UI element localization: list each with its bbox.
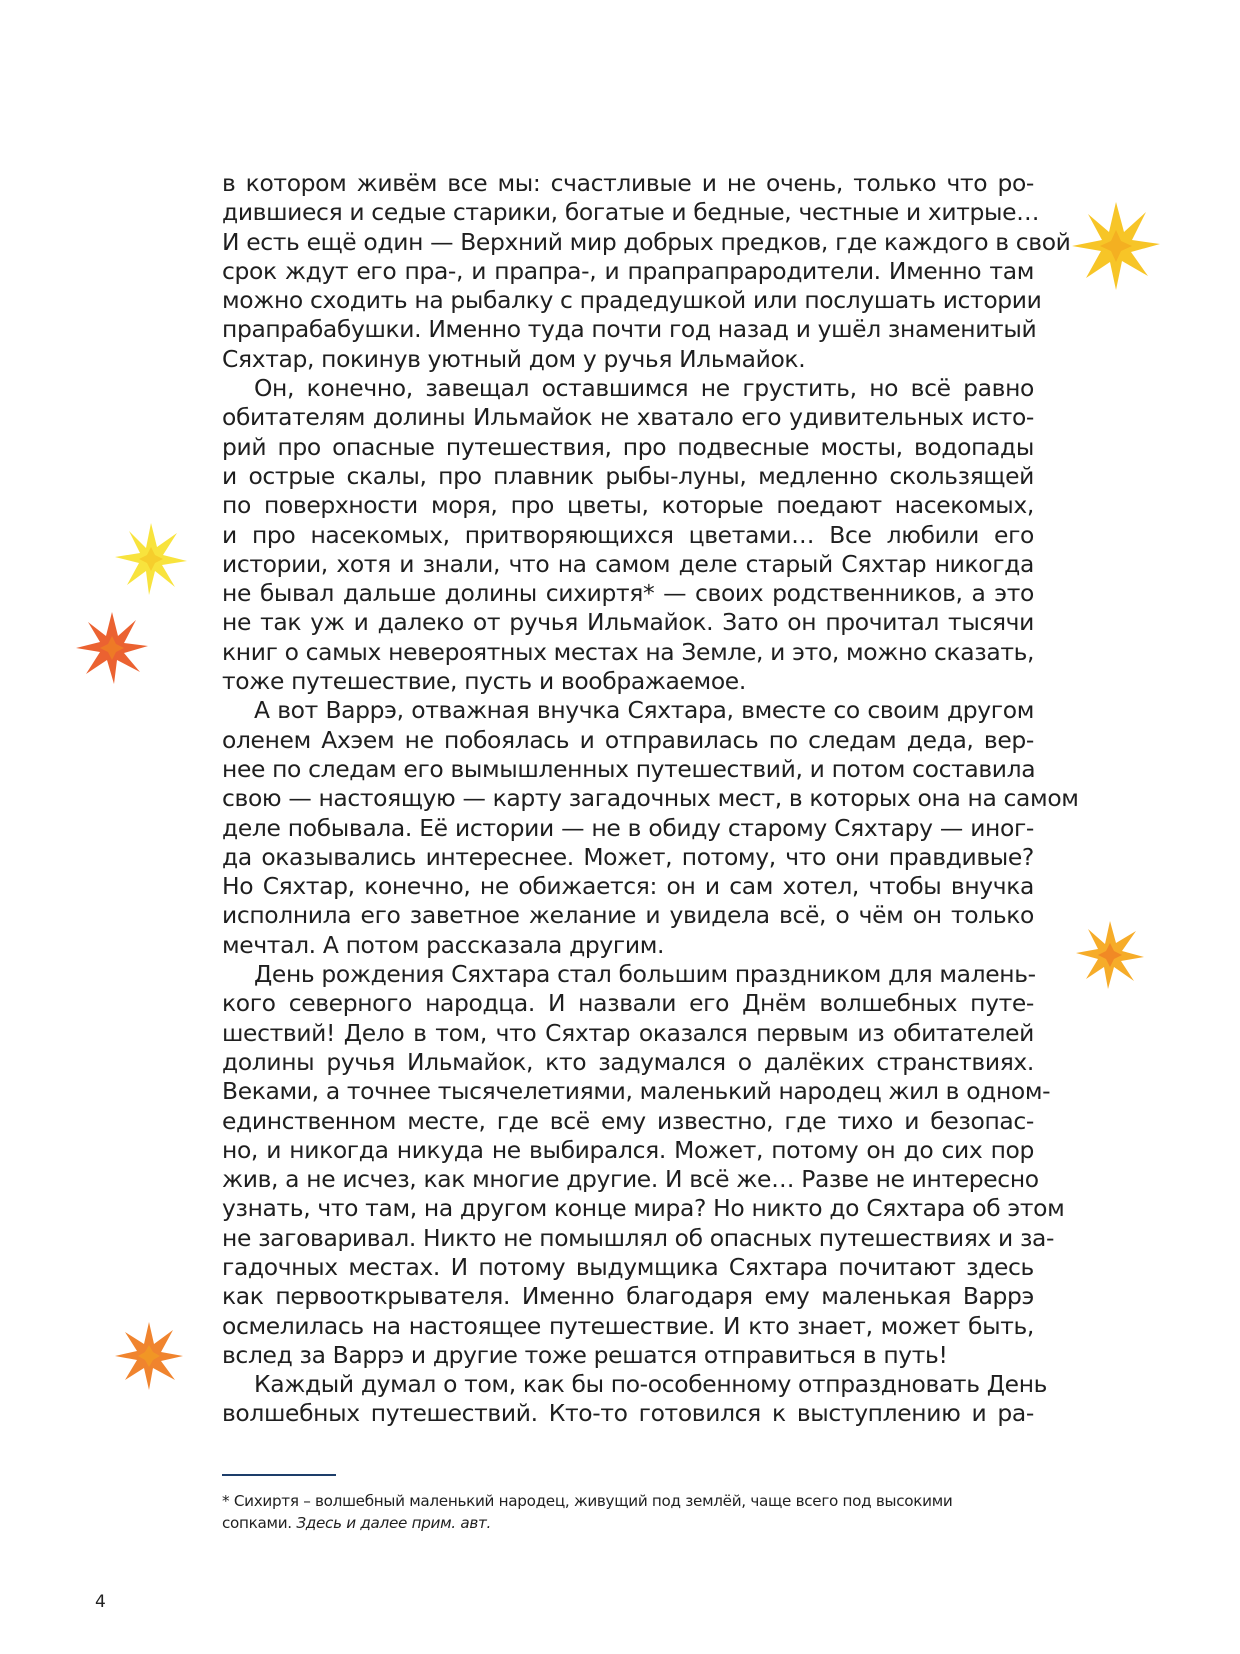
text-line: Но Сяхтар, конечно, не обижается: он и сам хотел, чтобы внучка bbox=[222, 872, 1034, 901]
footnote-line-2-text: сопками. bbox=[222, 1514, 297, 1532]
text-line: исполнила его заветное желание и увидела всё, о чём он только bbox=[222, 901, 1034, 930]
text-line: шествий! Дело в том, что Сяхтар оказался первым из обитателей bbox=[222, 1018, 1034, 1047]
page-number: 4 bbox=[95, 1592, 106, 1612]
text-line: истории, хотя и знали, что на самом деле старый Сяхтар никогда bbox=[222, 549, 1034, 578]
text-line: вслед за Варрэ и другие тоже решатся отправиться в путь! bbox=[222, 1340, 948, 1369]
text-line: И есть ещё один — Верхний мир добрых предков, где каждого в свой bbox=[222, 227, 1071, 256]
text-line: Сяхтар, покинув уютный дом у ручья Ильмайок. bbox=[222, 344, 806, 373]
footnote-line-1: * Сихиртя – волшебный маленький народец, живущий под землёй, чаще всего под высокими bbox=[222, 1492, 953, 1510]
footnote-divider bbox=[222, 1474, 336, 1476]
star-orange-bottom-left-icon bbox=[113, 1320, 185, 1392]
text-line: долины ручья Ильмайок, кто задумался о далёких странствиях. bbox=[222, 1047, 1034, 1076]
text-line: А вот Варрэ, отважная внучка Сяхтара, вместе со своим другом bbox=[254, 696, 1034, 725]
star-red-left-icon bbox=[74, 610, 150, 686]
text-line: срок ждут его пра-, и прапра-, и прапрапрародители. Именно там bbox=[222, 256, 1034, 285]
text-line: рий про опасные путешествия, про подвесные мосты, водопады bbox=[222, 432, 1034, 461]
text-line: книг о самых невероятных местах на Земле, и это, можно сказать, bbox=[222, 637, 1035, 666]
text-line: в котором живём все мы: счастливые и не очень, только что ро- bbox=[222, 169, 1034, 197]
body-text bbox=[222, 169, 1079, 1429]
footnote-line-2-note: Здесь и далее прим. авт. bbox=[296, 1514, 492, 1532]
text-line: оленем Ахэем не побоялась и отправилась по следам деда, вер- bbox=[222, 725, 1034, 754]
text-line: по поверхности моря, про цветы, которые поедают насекомых, bbox=[222, 491, 1034, 520]
footnote bbox=[222, 1490, 1034, 1534]
text-line: Каждый думал о том, как бы по-особенному отпраздновать День bbox=[254, 1370, 1048, 1399]
text-line: нее по следам его вымышленных путешествий, и потом составила bbox=[222, 754, 1036, 783]
text-line: и острые скалы, про плавник рыбы-луны, медленно скользящей bbox=[222, 461, 1034, 490]
text-line: осмелилась на настоящее путешествие. И кто знает, может быть, bbox=[222, 1311, 1034, 1340]
text-line: деле побывала. Её истории — не в обиду старому Сяхтару — иног- bbox=[222, 813, 1034, 842]
text-line: и про насекомых, притворяющихся цветами… Все любили его bbox=[222, 520, 1034, 549]
text-line: но, и никогда никуда не выбирался. Может, потому он до сих пор bbox=[222, 1135, 1034, 1164]
text-line: не заговаривал. Никто не помышлял об опасных путешествиях и за- bbox=[222, 1223, 1055, 1252]
footnote-line-2 bbox=[222, 1512, 1034, 1534]
text-line: не бывал дальше долины сихиртя* — своих родственников, а это bbox=[222, 579, 1034, 608]
text-line: Веками, а точнее тысячелетиями, маленький народец жил в одном- bbox=[222, 1077, 1051, 1106]
text-line: единственном месте, где всё ему известно, где тихо и безопас- bbox=[222, 1106, 1034, 1135]
text-line: как первооткрывателя. Именно благодаря ему маленькая Варрэ bbox=[222, 1282, 1034, 1311]
star-orange-right-icon bbox=[1073, 918, 1147, 992]
text-line: не так уж и далеко от ручья Ильмайок. Зато он прочитал тысячи bbox=[222, 608, 1034, 637]
text-line: дившиеся и седые старики, богатые и бедные, честные и хитрые… bbox=[222, 198, 1040, 227]
text-line: можно сходить на рыбалку с прадедушкой или послушать истории bbox=[222, 286, 1042, 315]
text-line: свою — настоящую — карту загадочных мест, в которых она на самом bbox=[222, 784, 1079, 813]
text-line: обитателям долины Ильмайок не хватало его удивительных исто- bbox=[222, 403, 1034, 432]
text-line: Он, конечно, завещал оставшимся не грустить, но всё равно bbox=[254, 374, 1034, 403]
text-line: кого северного народца. И назвали его Днём волшебных путе- bbox=[222, 989, 1034, 1018]
text-line: жив, а не исчез, как многие другие. И всё же… Разве не интересно bbox=[222, 1165, 1039, 1194]
text-line: да оказывались интереснее. Может, потому, что они правдивые? bbox=[222, 842, 1034, 871]
text-line: гадочных местах. И потому выдумщика Сяхтара почитают здесь bbox=[222, 1252, 1034, 1281]
text-line: День рождения Сяхтара стал большим праздником для малень- bbox=[254, 960, 1036, 989]
text-line: тоже путешествие, пусть и воображаемое. bbox=[222, 667, 746, 696]
star-yellow-left-icon bbox=[112, 520, 190, 598]
star-yellow-top-right-icon bbox=[1068, 198, 1164, 294]
text-line: прапрабабушки. Именно туда почти год назад и ушёл знаменитый bbox=[222, 315, 1037, 344]
text-line: узнать, что там, на другом конце мира? Но никто до Сяхтара об этом bbox=[222, 1194, 1065, 1223]
text-line: мечтал. А потом рассказала другим. bbox=[222, 930, 665, 959]
text-line: волшебных путешествий. Кто-то готовился к выступлению и ра- bbox=[222, 1399, 1034, 1428]
